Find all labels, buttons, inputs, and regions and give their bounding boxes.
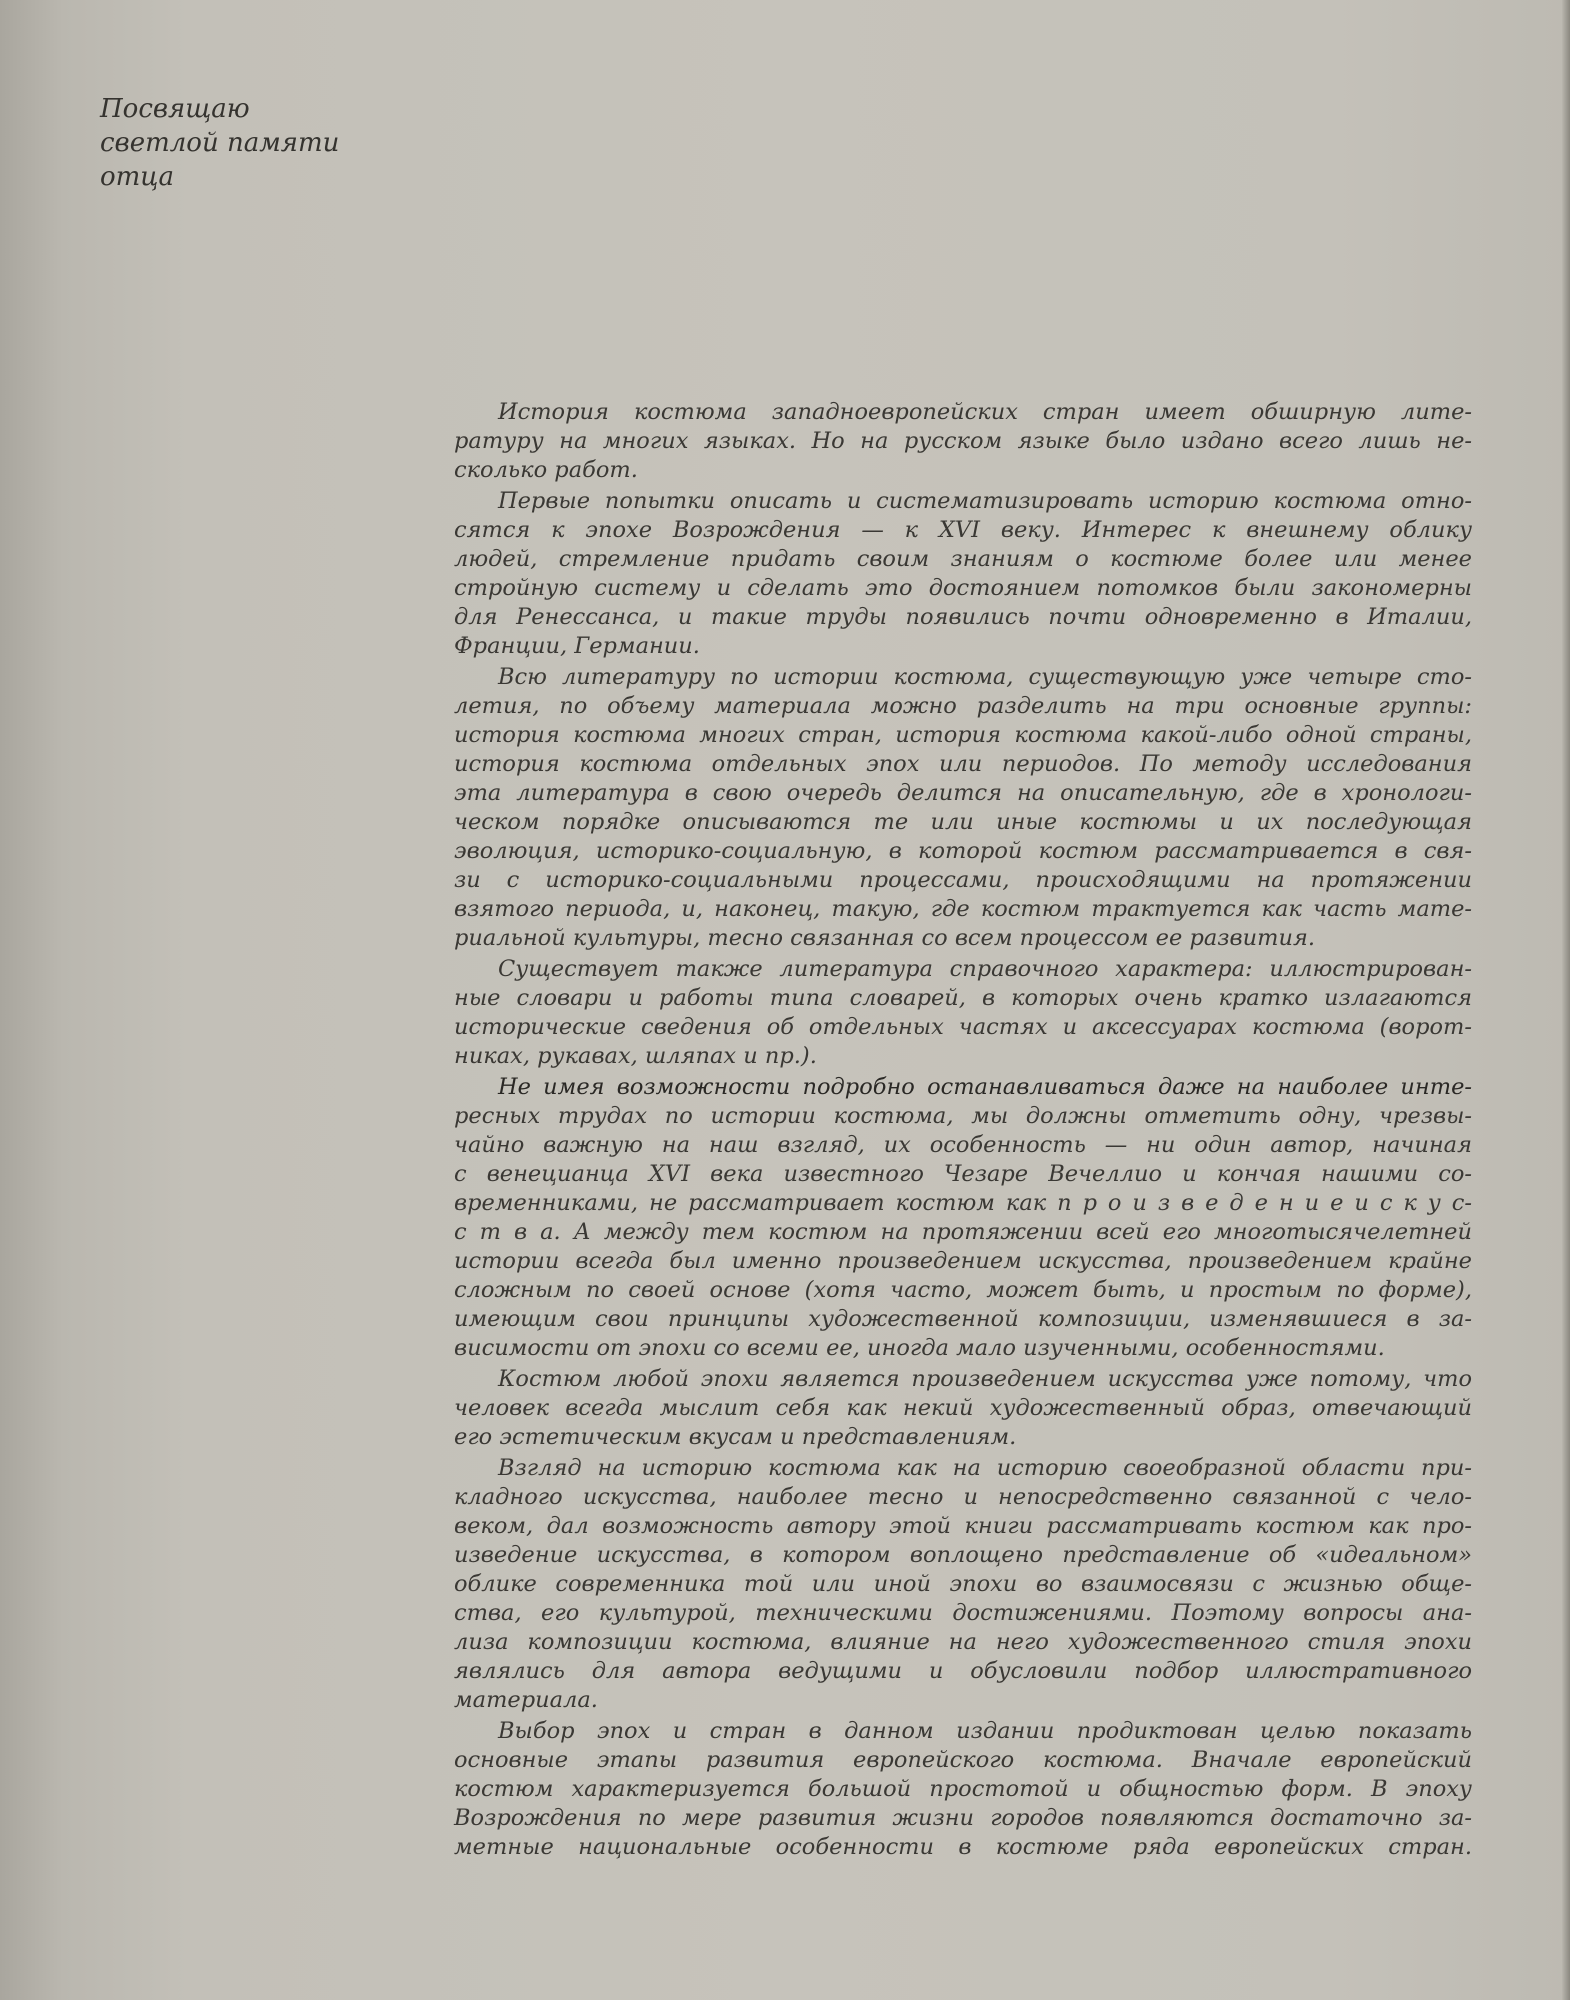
- text-line: имеющим свои принципы художественной композиции, изменявшиеся в за-: [454, 1306, 1472, 1332]
- text-line: материала.: [454, 1687, 598, 1713]
- text-line: летия, по объему материала можно разделить на три основные группы:: [454, 693, 1472, 719]
- text-line: костюм характеризуется большой простотой и общностью форм. В эпоху: [454, 1776, 1472, 1802]
- text-line: Выбор эпох и стран в данном издании продиктован целью показать: [498, 1718, 1472, 1744]
- text-line: История костюма западноевропейских стран имеет обширную лите-: [498, 399, 1472, 425]
- dedication-line: светлой памяти: [100, 128, 340, 158]
- text-line: истории всегда был именно произведением искусства, произведением крайне: [454, 1248, 1472, 1274]
- text-line: сколько работ.: [454, 457, 638, 483]
- text-line: временниками, не рассматривает костюм как п р о и з в е д е н и е и с к у с-: [454, 1190, 1472, 1216]
- text-line: облике современника той или иной эпохи во взаимосвязи с жизнью обще-: [454, 1571, 1472, 1597]
- text-line: исторические сведения об отдельных частях и аксессуарах костюма (ворот-: [454, 1014, 1472, 1040]
- preface-text: [454, 398, 1472, 1864]
- text-line: основные этапы развития европейского костюма. Вначале европейский: [454, 1747, 1472, 1773]
- text-line: изведение искусства, в котором воплощено представление об «идеальном»: [454, 1542, 1472, 1568]
- text-line: Не имея возможности подробно останавливаться даже на наиболее инте-: [498, 1074, 1472, 1100]
- paragraph: [454, 487, 1472, 661]
- text-line: для Ренессанса, и такие труды появились почти одновременно в Италии,: [454, 604, 1472, 630]
- text-line: сложным по своей основе (хотя часто, может быть, и простым по форме),: [454, 1277, 1472, 1303]
- paragraph: [454, 1717, 1472, 1862]
- text-line: Существует также литература справочного характера: иллюстрирован-: [498, 956, 1472, 982]
- text-line: метные национальные особенности в костюме ряда европейских стран.: [454, 1834, 1472, 1860]
- text-line: являлись для автора ведущими и обусловили подбор иллюстративного: [454, 1658, 1472, 1684]
- paragraph: [454, 1365, 1472, 1452]
- text-line: история костюма многих стран, история костюма какой-либо одной страны,: [454, 722, 1472, 748]
- dedication-line: отца: [100, 162, 174, 192]
- text-line: ческом порядке описываются те или иные костюмы и их последующая: [454, 809, 1472, 835]
- text-line: Взгляд на историю костюма как на историю своеобразной области при-: [498, 1455, 1472, 1481]
- text-line: Франции, Германии.: [454, 633, 700, 659]
- text-line: эволюция, историко-социальную, в которой костюм рассматривается в свя-: [454, 838, 1472, 864]
- text-line: эта литература в свою очередь делится на описательную, где в хронологи-: [454, 780, 1472, 806]
- text-line: чайно важную на наш взгляд, их особенность — ни один автор, начиная: [454, 1132, 1472, 1158]
- paragraph: [454, 955, 1472, 1071]
- text-line: ратуру на многих языках. Но на русском языке было издано всего лишь не-: [454, 428, 1472, 454]
- text-line: с венецианца XVI века известного Чезаре Вечеллио и кончая нашими со-: [454, 1161, 1472, 1187]
- text-line: никах, рукавах, шляпах и пр.).: [454, 1043, 817, 1069]
- text-line: Всю литературу по истории костюма, существующую уже четыре сто-: [498, 664, 1472, 690]
- dedication-line: Посвящаю: [100, 94, 250, 124]
- text-line: ресных трудах по истории костюма, мы должны отметить одну, чрезвы-: [454, 1103, 1472, 1129]
- text-line: людей, стремление придать своим знаниям о костюме более или менее: [454, 546, 1472, 572]
- text-line: стройную систему и сделать это достоянием потомков были закономерны: [454, 575, 1472, 601]
- text-line: его эстетическим вкусам и представлениям.: [454, 1424, 1017, 1450]
- text-line: история костюма отдельных эпох или периодов. По методу исследования: [454, 751, 1472, 777]
- text-line: зи с историко-социальными процессами, происходящими на протяжении: [454, 867, 1472, 893]
- text-line: с т в а. А между тем костюм на протяжении всей его многотысячелетней: [454, 1219, 1472, 1245]
- paragraph: [454, 1454, 1472, 1715]
- text-line: Костюм любой эпохи является произведением искусства уже потому, что: [498, 1366, 1472, 1392]
- text-line: Возрождения по мере развития жизни городов появляются достаточно за-: [454, 1805, 1472, 1831]
- text-line: веком, дал возможность автору этой книги рассматривать костюм как про-: [454, 1513, 1472, 1539]
- dedication: [100, 92, 400, 194]
- paragraph: [454, 1073, 1472, 1363]
- text-line: риальной культуры, тесно связанная со всем процессом ее развития.: [454, 925, 1315, 951]
- page-edge: [1562, 0, 1570, 2000]
- text-line: Первые попытки описать и систематизировать историю костюма отно-: [498, 488, 1472, 514]
- text-line: ства, его культурой, техническими достижениями. Поэтому вопросы ана-: [454, 1600, 1472, 1626]
- text-line: лиза композиции костюма, влияние на него художественного стиля эпохи: [454, 1629, 1472, 1655]
- text-line: висимости от эпохи со всеми ее, иногда мало изученными, особенностями.: [454, 1335, 1385, 1361]
- paragraph: [454, 663, 1472, 953]
- text-line: ные словари и работы типа словарей, в которых очень кратко излагаются: [454, 985, 1472, 1011]
- text-line: кладного искусства, наиболее тесно и непосредственно связанной с чело-: [454, 1484, 1472, 1510]
- paragraph: [454, 398, 1472, 485]
- text-line: сятся к эпохе Возрождения — к XVI веку. Интерес к внешнему облику: [454, 517, 1472, 543]
- text-line: человек всегда мыслит себя как некий художественный образ, отвечающий: [454, 1395, 1472, 1421]
- text-line: взятого периода, и, наконец, такую, где костюм трактуется как часть мате-: [454, 896, 1472, 922]
